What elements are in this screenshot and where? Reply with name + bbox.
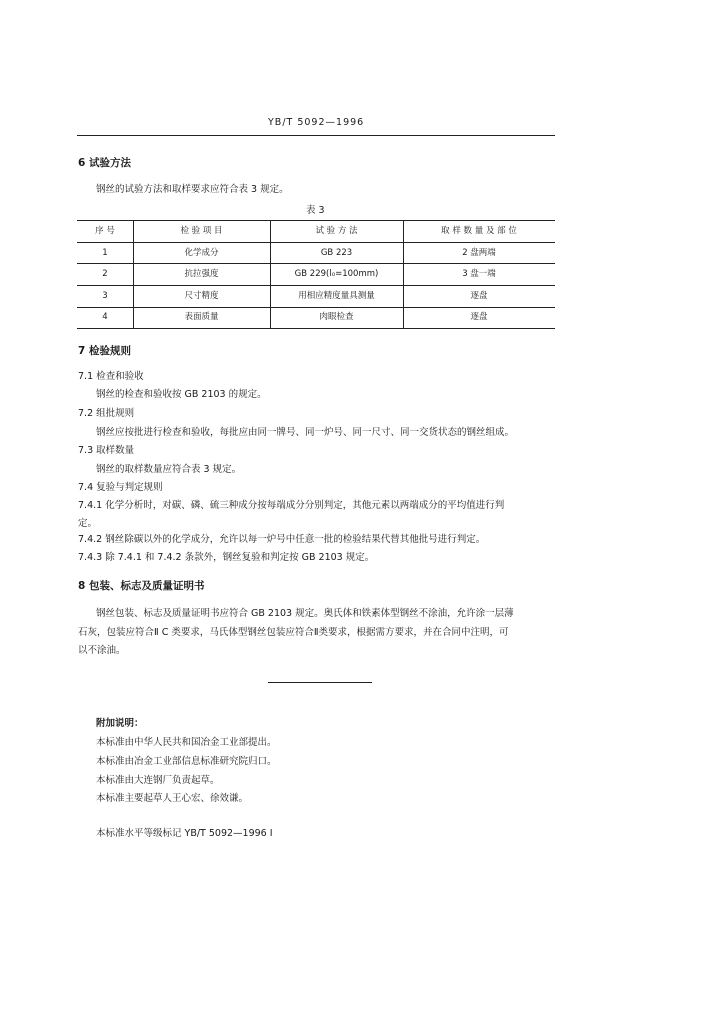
table-rule <box>77 285 555 286</box>
table-header-cell: 试 验 方 法 <box>315 226 358 236</box>
clause-7-2-title: 7.2 组批规则 <box>78 408 135 419</box>
end-rule <box>268 682 372 683</box>
table-cell: 逐盘 <box>470 312 488 322</box>
table-cell: 1 <box>102 248 108 258</box>
clause-7-3-title: 7.3 取样数量 <box>78 445 135 456</box>
table-cell: 2 <box>102 269 108 279</box>
clause-7-4-1-line1: 7.4.1 化学分析时，对碳、磷、硫三种成分按每端成分分别判定，其他元素以两端成分的平均值进行判 <box>78 500 505 511</box>
section-8-line2: 石灰，包装应符合Ⅱ C 类要求，马氏体型钢丝包装应符合Ⅱ类要求，根据需方要求，并在合同中注明，可 <box>78 627 509 638</box>
notes-line: 本标准由中华人民共和国冶金工业部提出。 <box>96 737 277 748</box>
table-header-cell: 序 号 <box>95 226 115 236</box>
table-cell: GB 223 <box>320 248 353 258</box>
section-8-line3: 以不涂油。 <box>78 645 126 656</box>
clause-7-4-1-line2: 定。 <box>78 518 98 529</box>
table-cell: 用相应精度量具测量 <box>298 291 375 301</box>
header-rule <box>77 135 555 136</box>
table-cell: 表面质量 <box>184 312 219 322</box>
table-rule <box>77 263 555 264</box>
table-cell: 3 <box>102 291 108 301</box>
notes-line: 本标准由大连钢厂负责起草。 <box>96 775 220 786</box>
clause-7-4-2: 7.4.2 钢丝除碳以外的化学成分，允许以每一炉号中任意一批的检验结果代替其他批号进行判定。 <box>78 534 486 545</box>
section-7-heading: 7 检验规则 <box>78 345 131 357</box>
clause-7-4-3: 7.4.3 除 7.4.1 和 7.4.2 条款外，钢丝复验和判定按 GB 2103 规定。 <box>78 552 375 563</box>
table-cell: 3 盘一端 <box>462 269 496 279</box>
clause-7-2-text: 钢丝应按批进行检查和验收，每批应由同一牌号、同一炉号、同一尺寸、同一交货状态的钢丝组成。 <box>96 427 515 438</box>
table-rule-top <box>77 220 555 221</box>
level-mark-footer: 本标准水平等级标记 YB/T 5092—1996 I <box>96 828 273 839</box>
table-header-cell: 检 验 项 目 <box>180 226 223 236</box>
table-title: 表 3 <box>306 205 325 216</box>
table-rule <box>77 307 555 308</box>
notes-heading: 附加说明： <box>96 718 144 729</box>
clause-7-1-title: 7.1 检查和验收 <box>78 371 144 382</box>
section-6-intro: 钢丝的试验方法和取样要求应符合表 3 规定。 <box>96 184 289 195</box>
table-rule <box>77 242 555 243</box>
notes-line: 本标准由冶金工业部信息标准研究院归口。 <box>96 756 277 767</box>
table-header-cell: 取 样 数 量 及 部 位 <box>441 226 517 236</box>
table-cell: 逐盘 <box>470 291 488 301</box>
notes-line: 本标准主要起草人王心宏、徐效谦。 <box>96 793 249 804</box>
table-cell: 化学成分 <box>184 248 219 258</box>
clause-7-1-text: 钢丝的检查和验收按 GB 2103 的规定。 <box>96 389 267 400</box>
header-code: YB/T 5092—1996 <box>268 117 365 128</box>
clause-7-4-title: 7.4 复验与判定规则 <box>78 482 163 493</box>
table-cell: 肉眼检查 <box>319 312 354 322</box>
table-cell: 2 盘两端 <box>462 248 496 258</box>
section-8-heading: 8 包装、标志及质量证明书 <box>78 580 205 592</box>
table-cell: GB 229(l₀=100mm) <box>294 269 379 279</box>
section-6-heading: 6 试验方法 <box>78 157 131 169</box>
section-8-line1: 钢丝包装、标志及质量证明书应符合 GB 2103 规定。奥氏体和铁素体型钢丝不涂油，允许涂一层薄 <box>96 608 514 619</box>
table-cell: 尺寸精度 <box>184 291 219 301</box>
clause-7-3-text: 钢丝的取样数量应符合表 3 规定。 <box>96 464 242 475</box>
table-cell: 抗拉强度 <box>184 269 219 279</box>
table-rule-bottom <box>77 328 555 329</box>
table-cell: 4 <box>102 312 108 322</box>
